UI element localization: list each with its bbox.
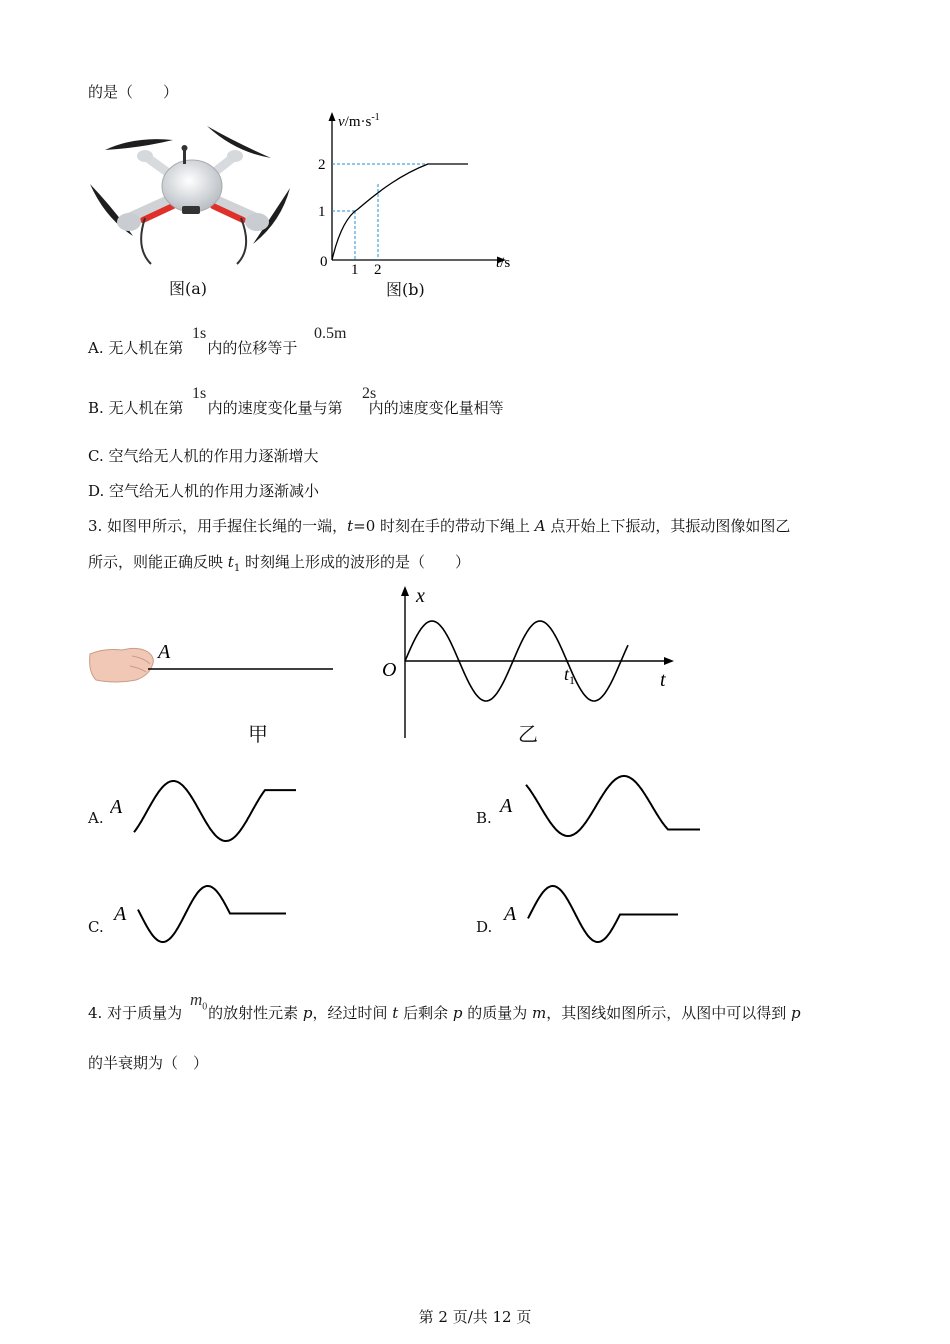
velocity-time-graph	[310, 108, 530, 276]
q2-option-d: D. 空气给无人机的作用力逐渐减小	[88, 482, 320, 500]
q3-option-a-wave	[110, 775, 310, 847]
graph-t1: t	[564, 664, 570, 684]
fig-yi-label: 乙	[518, 722, 538, 746]
y-axis-v: v	[338, 114, 345, 130]
page-footer: 第 2 页/共 12 页	[418, 1308, 532, 1326]
option-d-curve	[528, 886, 678, 942]
option-b-curve	[526, 776, 700, 836]
q2-option-a: A. 无人机在第 内的位移等于	[88, 339, 298, 357]
svg-text:t/s	[496, 255, 510, 271]
q2-b-sup1: 1s	[192, 385, 207, 402]
q2-a-sup2: 0.5m	[314, 325, 347, 342]
y-tick-2: 2	[318, 157, 326, 173]
y-axis-unit: /m·s	[344, 114, 372, 130]
fig-b-caption: 图(b)	[386, 280, 425, 299]
q3-c-point: A	[114, 903, 127, 925]
q3-line2: 所示，则能正确反映 $t_1$ 时刻绳上形成的波形的是（ ）	[88, 553, 470, 574]
fig-jia-label: 甲	[248, 722, 268, 746]
x-tick-1: 1	[351, 262, 359, 276]
x-axis-unit: /s	[500, 255, 511, 271]
q3-option-b-label: B.	[476, 809, 492, 827]
q3-option-a-label: A.	[88, 809, 104, 827]
graph-x-label: x	[416, 585, 425, 607]
q2-b-sup2: 2s	[362, 385, 377, 402]
intro-text: 的是（ ）	[88, 83, 179, 101]
q2-option-b: B. 无人机在第 内的速度变化量与第 内的速度变化量相等	[88, 399, 504, 417]
q3-option-d-wave	[498, 880, 688, 952]
svg-text:v/m·s-1	[338, 112, 380, 130]
drone-image	[85, 118, 300, 268]
q3-option-c-label: C.	[88, 918, 104, 936]
rope-point-a: A	[158, 641, 171, 663]
q3-b-point: A	[500, 795, 513, 817]
velocity-curve	[332, 164, 468, 260]
graph-origin: 0	[320, 254, 328, 270]
q2-a-sup1: 1s	[192, 325, 207, 342]
q3-option-c-wave	[110, 880, 300, 952]
q3-line1: 3. 如图甲所示，用手握住长绳的一端，t=0 时刻在手的带动下绳上 A 点开始上下振动，其振动图像如图乙	[88, 517, 791, 535]
hand-rope-figure	[86, 636, 338, 690]
q3-option-b-wave	[498, 768, 708, 846]
q3-a-point: A	[110, 796, 123, 818]
q4-m0: $m_0$	[190, 990, 208, 1013]
graph-origin-o: O	[382, 659, 397, 681]
option-a-curve	[134, 781, 296, 841]
y-axis-exp: -1	[371, 112, 380, 123]
q2-option-c: C. 空气给无人机的作用力逐渐增大	[88, 447, 319, 465]
x-axis-t: t	[496, 255, 501, 271]
q4-line2: 的半衰期为（ ）	[88, 1054, 209, 1072]
q3-option-d-label: D.	[476, 918, 493, 936]
q3-d-point: A	[504, 903, 517, 925]
graph-t1-sub: 1	[569, 673, 576, 687]
x-tick-2: 2	[374, 262, 382, 276]
option-c-curve	[138, 886, 286, 942]
y-tick-1: 1	[318, 204, 326, 220]
q4-line1: 4. 对于质量为 的放射性元素 p，经过时间 t 后剩余 p 的质量为 m，其图线如图所示，从图中可以得到 p	[88, 1004, 801, 1022]
fig-a-caption: 图(a)	[169, 279, 208, 298]
graph-t-label: t	[660, 669, 666, 691]
